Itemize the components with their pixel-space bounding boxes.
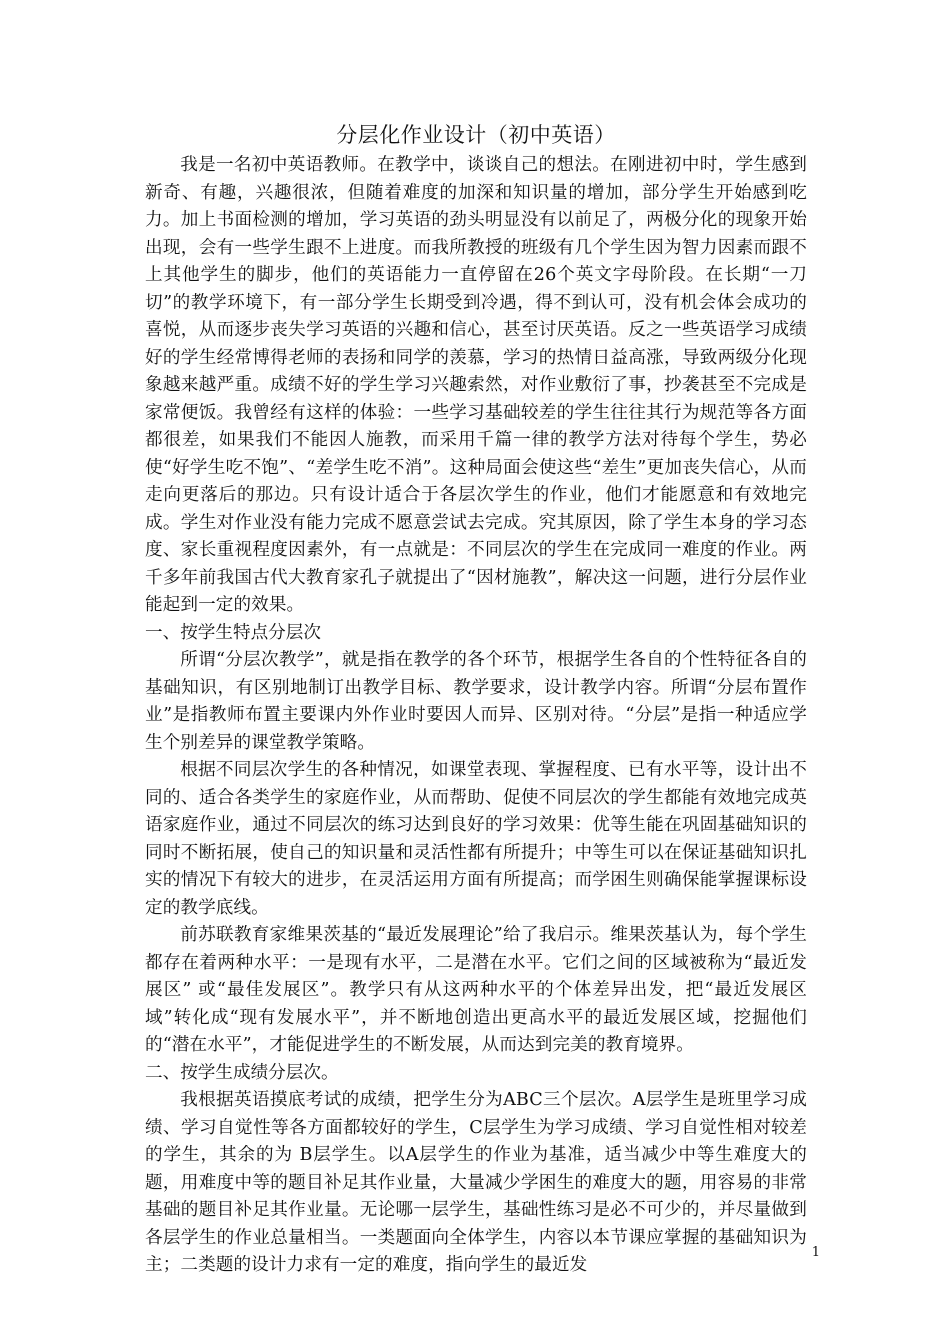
section-1-paragraph-2: 根据不同层次学生的各种情况，如课堂表现、掌握程度、已有水平等，设计出不同的、适合各类学生的家庭作业，从而帮助、促使不同层次的学生都能有效地完成英语家庭作业，通过不同层次的练习达到良好的学习效果：优等生能在巩固基础知识的同时不断拓展，使自己的知识量和灵活性都有所提升；中等生可以在保证基础知识扎实的情况下有较大的进步，在灵活运用方面有所提高；而学困生则确保能掌握课标设定的教学底线。 (145, 760, 807, 918)
document-body (145, 118, 807, 1280)
section-heading-1: 一、按学生特点分层次 (145, 622, 321, 643)
document-title: 分层化作业设计（初中英语） (336, 123, 616, 147)
section-heading-2: 二、按学生成绩分层次。 (145, 1062, 339, 1083)
section-1-paragraph-1: 所谓“分层次教学”，就是指在教学的各个环节，根据学生各自的个性特征各自的基础知识，有区别地制订出教学目标、教学要求，设计教学内容。所谓“分层布置作业”是指教师布置主要课内外作业时要因人而异、区别对待。“分层”是指一种适应学生个别差异的课堂教学策略。 (145, 650, 807, 753)
section-1-paragraph-3: 前苏联教育家维果茨基的“最近发展理论”给了我启示。维果茨基认为，每个学生都存在着两种水平：一是现有水平，二是潜在水平。它们之间的区域被称为“最近发展区” 或“最佳发展区”。教学只有从这两种水平的个体差异出发，把“最近发展区域”转化成“现有发展水平”，并不断地创造出更高水平的最近发展区域，挖掘他们的“潜在水平”，才能促进学生的不断发展，从而达到完美的教育境界。 (145, 925, 807, 1055)
section-2-paragraph-1: 我根据英语摸底考试的成绩，把学生分为ABC三个层次。A层学生是班里学习成绩、学习自觉性等各方面都较好的学生，C层学生为学习成绩、学习自觉性相对较差的学生，其余的为 B层学生。以A层学生的作业为基准，适当减少中等生难度大的题，用难度中等的题目补足其作业量，大量减少学困生的难度大的题，用容易的非常基础的题目补足其作业量。无论哪一层学生，基础性练习是必不可少的，并尽量做到各层学生的作业总量相当。一类题面向全体学生，内容以本节课应掌握的基础知识为主；二类题的设计力求有一定的难度，指向学生的最近发 (145, 1090, 807, 1275)
intro-paragraph: 我是一名初中英语教师。在教学中，谈谈自己的想法。在刚进初中时，学生感到新奇、有趣，兴趣很浓，但随着难度的加深和知识量的增加，部分学生开始感到吃力。加上书面检测的增加，学习英语的劲头明显没有以前足了，两极分化的现象开始出现，会有一些学生跟不上进度。而我所教授的班级有几个学生因为智力因素而跟不上其他学生的脚步，他们的英语能力一直停留在26个英文字母阶段。在长期“一刀切”的教学环境下，有一部分学生长期受到冷遇，得不到认可，没有机会体会成功的喜悦，从而逐步丧失学习英语的兴趣和信心，甚至讨厌英语。反之一些英语学习成绩好的学生经常博得老师的表扬和同学的羡慕，学习的热情日益高涨，导致两级分化现象越来越严重。成绩不好的学生学习兴趣索然，对作业敷衍了事，抄袭甚至不完成是家常便饭。我曾经有这样的体验：一些学习基础较差的学生往往其行为规范等各方面都很差，如果我们不能因人施教，而采用千篇一律的教学方法对待每个学生，势必使“好学生吃不饱”、“差学生吃不消”。这种局面会使这些“差生”更加丧失信心，从而走向更落后的那边。只有设计适合于各层次学生的作业，他们才能愿意和有效地完成。学生对作业没有能力完成不愿意尝试去完成。究其原因，除了学生本身的学习态度、家长重视程度因素外，有一点就是：不同层次的学生在完成同一难度的作业。两千多年前我国古代大教育家孔子就提出了“因材施教”，解决这一问题，进行分层作业能起到一定的效果。 (145, 155, 807, 615)
page-number: 1 (811, 1245, 820, 1260)
